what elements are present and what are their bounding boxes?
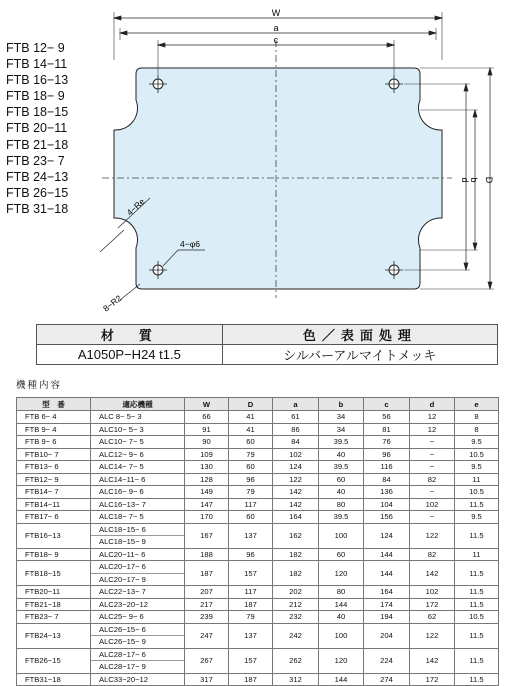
col-d: d: [410, 398, 455, 411]
dim-a-cell: 162: [273, 523, 319, 548]
dim-b-cell: 144: [319, 598, 364, 611]
model-list-item: FTB 12− 9: [6, 41, 65, 55]
model-cell: FTB18−15: [17, 561, 91, 586]
dim-c-cell: 224: [364, 648, 410, 673]
dim-c-cell: 124: [364, 523, 410, 548]
dim-c-cell: 164: [364, 586, 410, 599]
dim-D-cell: 157: [229, 648, 273, 673]
dim-D-cell: 41: [229, 411, 273, 424]
dim-e-cell: 10.5: [455, 486, 499, 499]
dim-e-cell: 8: [455, 411, 499, 424]
accessory-model: ALC25− 9− 6: [99, 612, 144, 621]
dim-W-cell: 317: [185, 673, 229, 686]
dim-a-cell: 182: [273, 548, 319, 561]
model-list-item: FTB 18− 9: [6, 89, 65, 104]
dim-c-cell: 116: [364, 461, 410, 474]
material-table: [36, 324, 498, 365]
dim-D-cell: 60: [229, 511, 273, 524]
section-title: 機種内容: [16, 380, 63, 391]
accessory-model: ALC18− 7− 5: [99, 512, 144, 521]
dim-e-cell: 11.5: [455, 498, 499, 511]
plate-drawing: [0, 0, 505, 318]
dim-d-cell: 102: [410, 498, 455, 511]
dim-c-cell: 96: [364, 448, 410, 461]
accessory-model: ALC28−17− 6: [99, 649, 146, 659]
table-row: [17, 486, 499, 499]
table-row: [17, 561, 499, 586]
accessory-model: ALC26−15− 6: [99, 624, 146, 634]
dim-b-cell: 34: [319, 411, 364, 424]
dim-D-cell: 79: [229, 448, 273, 461]
dim-b-cell: 34: [319, 423, 364, 436]
accessory-cell: [91, 586, 185, 599]
table-row: [17, 548, 499, 561]
dim-a-cell: 61: [273, 411, 319, 424]
model-cell: FTB21−18: [17, 598, 91, 611]
table-row: [17, 673, 499, 686]
dim-d-cell: 122: [410, 623, 455, 648]
dim-d-cell: −: [410, 448, 455, 461]
dim-c-label: c: [273, 35, 279, 45]
dim-c-cell: 174: [364, 598, 410, 611]
dim-a-cell: 86: [273, 423, 319, 436]
dim-W-cell: 187: [185, 561, 229, 586]
accessory-model: ALC18−15− 6: [99, 524, 146, 534]
table-row: [17, 586, 499, 599]
accessory-model: ALC14−11− 6: [99, 474, 146, 484]
dim-b-cell: 100: [319, 523, 364, 548]
dim-D-cell: 117: [229, 498, 273, 511]
dim-W-cell: 217: [185, 598, 229, 611]
model-cell: FTB17− 6: [17, 511, 91, 524]
dim-c-cell: 84: [364, 473, 410, 486]
dim-a-cell: 312: [273, 673, 319, 686]
dim-a-cell: 182: [273, 561, 319, 586]
model-list-item: FTB 21−18: [6, 137, 69, 152]
finish-value: シルバーアルマイトメッキ: [222, 345, 497, 365]
model-cell: FTB10− 7: [17, 448, 91, 461]
accessory-model: ALC10− 5− 3: [99, 424, 144, 434]
model-cell: FTB12− 9: [17, 473, 91, 486]
dim-e-cell: 11.5: [455, 523, 499, 548]
finish-header: 色／表面処理: [222, 325, 497, 345]
dim-d-cell: 62: [410, 611, 455, 624]
dim-D-cell: 117: [229, 586, 273, 599]
dim-e-cell: 10.5: [455, 611, 499, 624]
dim-d-cell: −: [410, 461, 455, 474]
dim-d-label: d: [460, 177, 470, 183]
dim-e-cell: 11.5: [455, 561, 499, 586]
model-list: [6, 40, 68, 217]
dim-a-cell: 142: [273, 486, 319, 499]
material-value: A1050P−H24 t1.5: [37, 345, 223, 365]
dim-b-cell: 40: [319, 486, 364, 499]
dim-a-cell: 164: [273, 511, 319, 524]
corner-radius-label: 8−R2: [101, 293, 124, 314]
dim-a-cell: 124: [273, 461, 319, 474]
dim-c-cell: 144: [364, 561, 410, 586]
dim-b-cell: 60: [319, 548, 364, 561]
dim-a-label: a: [273, 23, 279, 33]
dim-b-cell: 80: [319, 586, 364, 599]
accessory-model: ALC28−17− 9: [91, 660, 184, 673]
dim-a-cell: 102: [273, 448, 319, 461]
dim-b-cell: 60: [319, 473, 364, 486]
accessory-model: ALC12− 9− 6: [99, 449, 144, 459]
dim-e-cell: 11.5: [455, 586, 499, 599]
accessory-model: ALC16− 9− 6: [99, 487, 144, 496]
col-model: 型 番: [17, 398, 91, 411]
dim-D-cell: 137: [229, 523, 273, 548]
dim-b-cell: 144: [319, 673, 364, 686]
table-row: [17, 436, 499, 449]
dim-d-cell: 12: [410, 423, 455, 436]
model-list-item: FTB 16−13: [6, 73, 69, 88]
accessory-model: ALC33−20−12: [99, 674, 148, 684]
table-row: [17, 648, 499, 673]
dim-D-cell: 187: [229, 598, 273, 611]
accessory-model: ALC20−17− 6: [99, 562, 146, 571]
table-row: [17, 498, 499, 511]
dim-c-cell: 56: [364, 411, 410, 424]
dim-b-cell: 39.5: [319, 436, 364, 449]
dim-d-cell: 172: [410, 598, 455, 611]
dim-d-cell: 142: [410, 561, 455, 586]
accessory-cell: [91, 523, 185, 548]
accessory-model: ALC10− 7− 5: [99, 437, 144, 446]
dim-c-cell: 204: [364, 623, 410, 648]
dim-a-cell: 262: [273, 648, 319, 673]
dim-d-cell: −: [410, 436, 455, 449]
dim-d-cell: 122: [410, 523, 455, 548]
hole-size-label: 4−φ6: [180, 239, 200, 249]
dim-D-cell: 60: [229, 436, 273, 449]
dim-W-cell: 267: [185, 648, 229, 673]
model-cell: FTB20−11: [17, 586, 91, 599]
dim-D-label: D: [484, 176, 494, 184]
dim-c-cell: 274: [364, 673, 410, 686]
dim-e-cell: 11: [455, 548, 499, 561]
model-cell: FTB16−13: [17, 523, 91, 548]
table-row: [17, 461, 499, 474]
dim-b-cell: 40: [319, 448, 364, 461]
accessory-cell: [91, 598, 185, 611]
dim-b-cell: 120: [319, 648, 364, 673]
dim-W-cell: 167: [185, 523, 229, 548]
accessory-model: ALC20−17− 9: [91, 573, 184, 586]
model-cell: FTB18− 9: [17, 548, 91, 561]
dim-W-cell: 91: [185, 423, 229, 436]
table-row: [17, 611, 499, 624]
accessory-model: ALC14− 7− 5: [99, 462, 144, 471]
dim-d-cell: −: [410, 486, 455, 499]
dim-a-cell: 142: [273, 498, 319, 511]
model-list-item: FTB 14−11: [6, 57, 68, 72]
col-c: c: [364, 398, 410, 411]
dim-d-cell: 12: [410, 411, 455, 424]
accessory-cell: [91, 511, 185, 524]
accessory-model: ALC18−15− 9: [91, 535, 184, 548]
accessory-cell: [91, 611, 185, 624]
dim-e-cell: 11.5: [455, 648, 499, 673]
dim-a-cell: 84: [273, 436, 319, 449]
spec-table: [16, 397, 499, 686]
dim-c-cell: 144: [364, 548, 410, 561]
table-row: [17, 411, 499, 424]
dim-e-cell: 9.5: [455, 461, 499, 474]
dim-b-label: b: [469, 177, 479, 183]
accessory-cell: [91, 673, 185, 686]
dim-a-cell: 212: [273, 598, 319, 611]
model-cell: FTB 9− 6: [17, 436, 91, 449]
dim-a-cell: 232: [273, 611, 319, 624]
dim-W-cell: 147: [185, 498, 229, 511]
table-row: [17, 448, 499, 461]
model-cell: FTB31−18: [17, 673, 91, 686]
dim-D-cell: 187: [229, 673, 273, 686]
accessory-cell: [91, 436, 185, 449]
dim-c-cell: 194: [364, 611, 410, 624]
dim-c-cell: 156: [364, 511, 410, 524]
accessory-model: ALC 8− 5− 3: [99, 412, 142, 421]
dim-W-cell: 128: [185, 473, 229, 486]
dim-W-cell: 188: [185, 548, 229, 561]
col-a: a: [273, 398, 319, 411]
model-list-item: FTB 23− 7: [6, 153, 65, 168]
model-cell: FTB 6− 4: [17, 411, 91, 424]
dim-D-cell: 96: [229, 473, 273, 486]
table-row: [17, 523, 499, 548]
dim-D-cell: 96: [229, 548, 273, 561]
dim-a-cell: 122: [273, 473, 319, 486]
accessory-cell: [91, 473, 185, 486]
dim-D-cell: 60: [229, 461, 273, 474]
dim-b-cell: 39.5: [319, 461, 364, 474]
accessory-cell: [91, 486, 185, 499]
dim-W-cell: 109: [185, 448, 229, 461]
plate-outline: [114, 68, 442, 289]
dim-c-cell: 136: [364, 486, 410, 499]
dim-W-cell: 90: [185, 436, 229, 449]
dim-d-cell: 102: [410, 586, 455, 599]
accessory-model: ALC20−11− 6: [99, 549, 146, 559]
dim-e-cell: 11: [455, 473, 499, 486]
col-accessory: 適応機種: [91, 398, 185, 411]
dim-e-cell: 10.5: [455, 448, 499, 461]
dim-D-cell: 79: [229, 611, 273, 624]
accessory-cell: [91, 461, 185, 474]
dim-d-cell: 142: [410, 648, 455, 673]
dim-e-cell: 9.5: [455, 511, 499, 524]
accessory-model: ALC26−15− 9: [91, 635, 184, 648]
table-row: [17, 423, 499, 436]
dim-b-cell: 100: [319, 623, 364, 648]
dim-d-cell: 172: [410, 673, 455, 686]
table-row: [17, 473, 499, 486]
dim-W-cell: 170: [185, 511, 229, 524]
dim-W-cell: 207: [185, 586, 229, 599]
dim-W-label: W: [271, 8, 281, 18]
dim-D-cell: 137: [229, 623, 273, 648]
accessory-cell: [91, 548, 185, 561]
model-list-item: FTB 26−15: [6, 185, 69, 200]
model-cell: FTB 9− 4: [17, 423, 91, 436]
model-cell: FTB14− 7: [17, 486, 91, 499]
dim-e-cell: 9.5: [455, 436, 499, 449]
accessory-cell: [91, 423, 185, 436]
col-W: W: [185, 398, 229, 411]
accessory-cell: [91, 498, 185, 511]
dim-D-cell: 157: [229, 561, 273, 586]
dim-c-cell: 104: [364, 498, 410, 511]
model-list-item: FTB 24−13: [6, 169, 69, 184]
model-cell: FTB14−11: [17, 498, 91, 511]
dim-d-cell: 82: [410, 473, 455, 486]
model-list-item: FTB 20−11: [6, 121, 68, 136]
model-cell: FTB24−13: [17, 623, 91, 648]
table-row: [17, 598, 499, 611]
model-list-item: FTB 18−15: [6, 105, 69, 120]
dim-W-cell: 130: [185, 461, 229, 474]
spec-header-row: [17, 398, 499, 411]
material-header: 材 質: [37, 325, 223, 345]
dim-e-cell: 11.5: [455, 623, 499, 648]
dim-D-cell: 79: [229, 486, 273, 499]
model-cell: FTB23− 7: [17, 611, 91, 624]
accessory-model: ALC23−20−12: [99, 599, 148, 609]
dim-e-cell: 11.5: [455, 598, 499, 611]
accessory-cell: [91, 411, 185, 424]
dim-d-cell: 82: [410, 548, 455, 561]
corner-notch-label: 4−Re: [124, 196, 147, 218]
model-cell: FTB26−15: [17, 648, 91, 673]
table-row: [17, 511, 499, 524]
accessory-cell: [91, 448, 185, 461]
dim-D-cell: 41: [229, 423, 273, 436]
accessory-cell: [91, 561, 185, 586]
dim-e-cell: 8: [455, 423, 499, 436]
dim-W-cell: 149: [185, 486, 229, 499]
dim-d-cell: −: [410, 511, 455, 524]
model-cell: FTB13− 6: [17, 461, 91, 474]
col-D: D: [229, 398, 273, 411]
dim-W-cell: 247: [185, 623, 229, 648]
dim-c-cell: 81: [364, 423, 410, 436]
dim-c-cell: 76: [364, 436, 410, 449]
dim-b-cell: 40: [319, 611, 364, 624]
col-e: e: [455, 398, 499, 411]
col-b: b: [319, 398, 364, 411]
accessory-model: ALC16−13− 7: [99, 499, 146, 509]
accessory-cell: [91, 648, 185, 673]
dim-b-cell: 39.5: [319, 511, 364, 524]
dim-b-cell: 120: [319, 561, 364, 586]
dim-a-cell: 242: [273, 623, 319, 648]
dim-W-cell: 239: [185, 611, 229, 624]
model-list-item: FTB 31−18: [6, 201, 69, 216]
table-row: [17, 623, 499, 648]
accessory-cell: [91, 623, 185, 648]
dim-a-cell: 202: [273, 586, 319, 599]
dim-W-cell: 66: [185, 411, 229, 424]
dim-e-cell: 11.5: [455, 673, 499, 686]
accessory-model: ALC22−13− 7: [99, 587, 146, 596]
dim-b-cell: 80: [319, 498, 364, 511]
